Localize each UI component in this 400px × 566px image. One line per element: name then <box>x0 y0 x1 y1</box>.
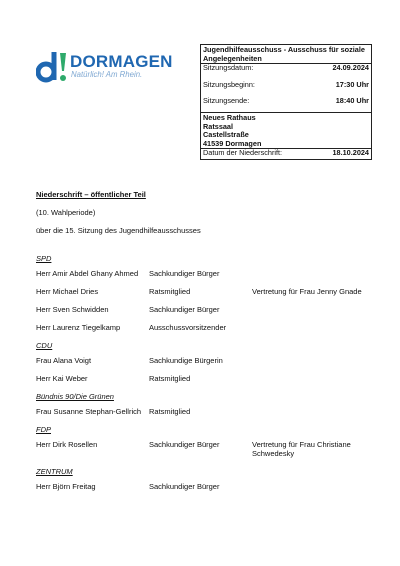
logo-slogan: Natürlich! Am Rhein. <box>71 70 143 79</box>
member-name: Herr Björn Freitag <box>36 482 96 491</box>
party-heading: SPD <box>36 254 52 263</box>
member-note <box>252 356 376 365</box>
member-role: Ratsmitglied <box>149 407 191 416</box>
meeting-end-label: Sitzungsende: <box>203 96 250 106</box>
member-row <box>36 482 376 491</box>
member-note <box>252 407 376 416</box>
member-note: Vertretung für Frau Christiane Schwedesky <box>252 440 351 458</box>
meeting-start-row <box>203 81 369 90</box>
member-row <box>36 407 376 416</box>
member-note: Vertretung für Frau Jenny Gnade <box>252 287 362 296</box>
location-room: Ratssaal <box>203 121 234 131</box>
meeting-info-box <box>200 44 372 160</box>
location-city: 41539 Dormagen <box>203 138 262 148</box>
member-role: Sachkundige Bürgerin <box>149 356 223 365</box>
location-street: Castellstraße <box>203 130 249 140</box>
party-heading: ZENTRUM <box>36 467 73 476</box>
attendance-list <box>36 254 376 491</box>
location-building: Neues Rathaus <box>203 112 256 122</box>
logo-name: DORMAGEN <box>70 52 173 71</box>
party-heading: FDP <box>36 425 51 434</box>
member-note <box>252 482 376 491</box>
minutes-date: 18.10.2024 <box>332 148 369 158</box>
member-row <box>36 269 376 278</box>
minutes-date-label: Datum der Niederschrift: <box>203 148 283 158</box>
member-name: Frau Alana Voigt <box>36 356 92 365</box>
member-role: Ratsmitglied <box>149 374 191 383</box>
member-name: Herr Michael Dries <box>36 287 99 296</box>
member-name: Herr Kai Weber <box>36 374 88 383</box>
meeting-date: 24.09.2024 <box>332 63 369 73</box>
member-name: Herr Amir Abdel Ghany Ahmed <box>36 269 139 278</box>
party-heading: CDU <box>36 341 53 350</box>
meeting-end: 18:40 Uhr <box>335 96 369 106</box>
member-role: Sachkundiger Bürger <box>149 305 220 314</box>
member-row <box>36 374 376 383</box>
member-name: Frau Susanne Stephan-Gellrich <box>36 407 142 416</box>
election-period: (10. Wahlperiode) <box>36 208 96 217</box>
meeting-start: 17:30 Uhr <box>335 79 369 89</box>
member-note <box>252 323 376 332</box>
meeting-date-label: Sitzungsdatum: <box>203 63 254 73</box>
member-role: Sachkundiger Bürger <box>149 440 220 449</box>
member-note <box>252 269 376 278</box>
member-row <box>36 440 376 458</box>
member-row <box>36 287 376 296</box>
meeting-date-row <box>203 64 369 73</box>
member-role: Ausschussvorsitzender <box>149 323 227 332</box>
meeting-start-label: Sitzungsbeginn: <box>203 79 255 89</box>
member-name: Herr Dirk Rosellen <box>36 440 98 449</box>
minutes-date-row <box>203 149 369 158</box>
member-note <box>252 374 376 383</box>
committee-name: Jugendhilfeausschuss - Ausschuss für soziale Angelegenheiten <box>203 45 365 63</box>
member-role: Sachkundiger Bürger <box>149 482 220 491</box>
minutes-body <box>36 190 376 500</box>
member-row <box>36 356 376 365</box>
location-section <box>201 113 371 159</box>
document-title: Niederschrift – öffentlicher Teil <box>36 190 146 199</box>
document-subtitle: über die 15. Sitzung des Jugendhilfeausschusses <box>36 226 201 235</box>
meeting-end-row <box>203 97 369 106</box>
member-name: Herr Laurenz Tiegelkamp <box>36 323 121 332</box>
dormagen-logo <box>36 49 196 85</box>
member-row <box>36 323 376 332</box>
member-name: Herr Sven Schwidden <box>36 305 109 314</box>
party-heading: Bündnis 90/Die Grünen <box>36 392 114 401</box>
committee-section <box>201 45 371 113</box>
member-note <box>252 305 376 314</box>
member-row <box>36 305 376 314</box>
dormagen-logo-mark-icon <box>36 51 68 83</box>
member-role: Ratsmitglied <box>149 287 191 296</box>
member-role: Sachkundiger Bürger <box>149 269 220 278</box>
